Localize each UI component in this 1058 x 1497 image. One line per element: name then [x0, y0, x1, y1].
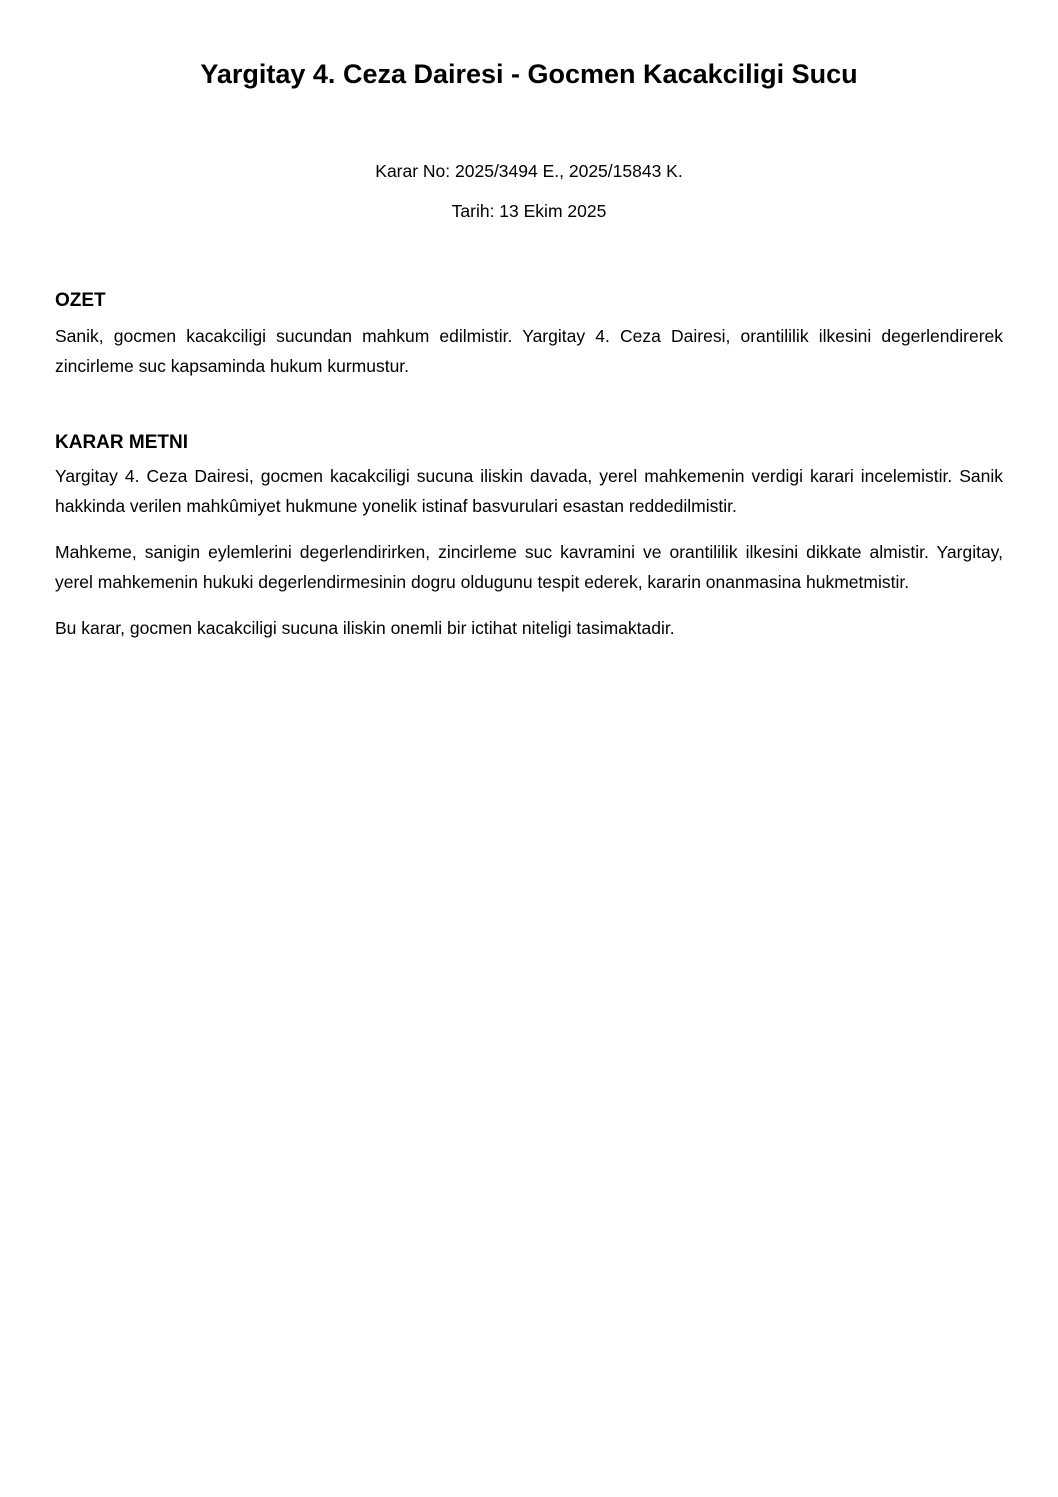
decision-text-heading: KARAR METNI — [55, 432, 188, 453]
decision-paragraph: Bu karar, gocmen kacakciligi sucuna iliskin onemli bir ictihat niteligi tasimaktadir. — [55, 618, 675, 638]
document-title: Yargitay 4. Ceza Dairesi - Gocmen Kacakciligi Sucu — [200, 59, 858, 89]
summary-section — [55, 289, 1003, 381]
decision-text-section — [55, 431, 1003, 643]
summary-heading: OZET — [55, 290, 106, 311]
decision-paragraph: Yargitay 4. Ceza Dairesi, gocmen kacakciligi sucuna iliskin davada, yerel mahkemenin verdigi karari incelemistir. Sanik hakkinda verilen mahkûmiyet hukmune yonelik istinaf basvurulari esastan reddedilmistir. — [55, 466, 1003, 516]
decision-number: Karar No: 2025/3494 E., 2025/15843 K. — [375, 161, 683, 181]
summary-paragraph: Sanik, gocmen kacakciligi sucundan mahkum edilmistir. Yargitay 4. Ceza Dairesi, orantililik ilkesini degerlendirerek zincirleme suc kapsaminda hukum kurmustur. — [55, 326, 1003, 376]
decision-paragraph: Mahkeme, sanigin eylemlerini degerlendirirken, zincirleme suc kavramini ve orantililik ilkesini dikkate almistir. Yargitay, yerel mahkemenin hukuki degerlendirmesinin dogru oldugunu tespit ederek, kararin onanmasina hukmetmistir. — [55, 542, 1003, 592]
decision-date: Tarih: 13 Ekim 2025 — [451, 201, 607, 221]
